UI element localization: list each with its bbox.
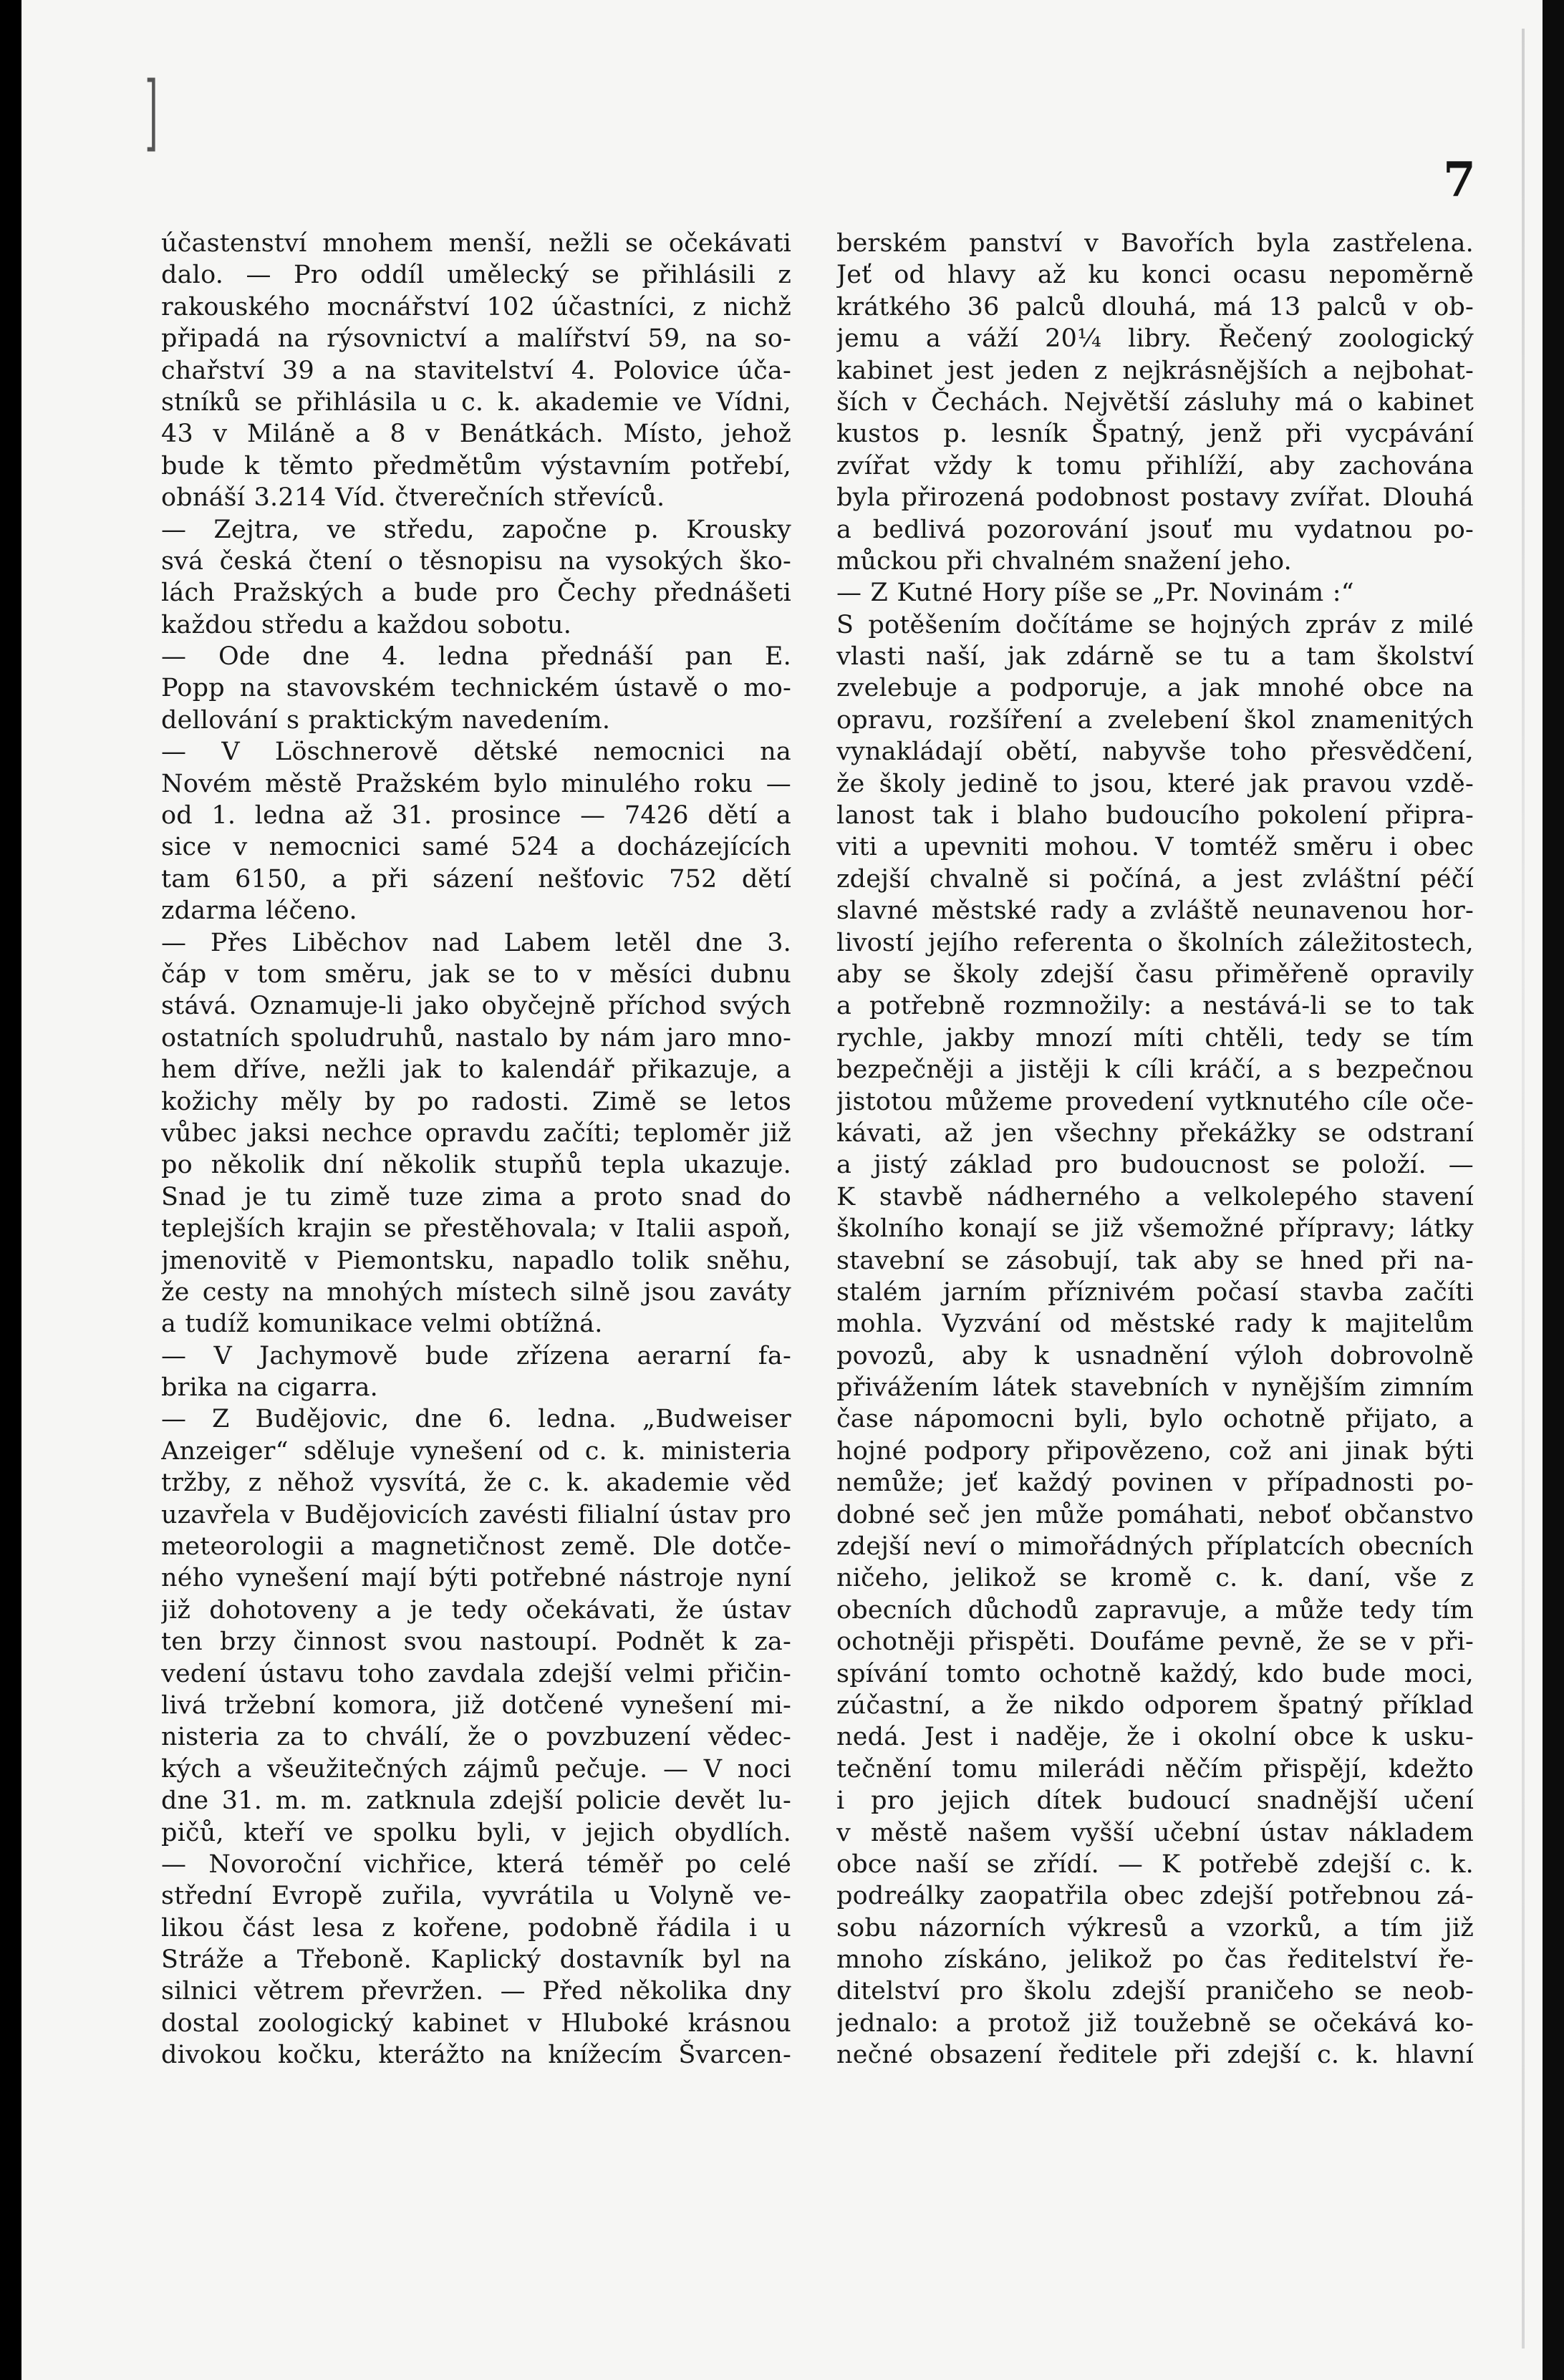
text-line: Novém městě Pražském bylo minulého roku —: [161, 769, 791, 798]
text-line: stává. Oznamuje-li jako obyčejně příchod svých: [161, 992, 791, 1021]
text-line: tam 6150, a při sázení nešťovic 752 dětí: [161, 864, 791, 894]
text-line: čáp v tom směru, jak se to v měsíci dubnu: [161, 959, 791, 989]
text-line: rakouského mocnářství 102 účastníci, z nichž: [161, 292, 791, 321]
text-line: Anzeiger“ sděluje vynešení od c. k. ministeria: [161, 1436, 791, 1466]
text-line: hojné podpory připovězeno, což ani jinak býti: [836, 1436, 1474, 1466]
text-line: po několik dní několik stupňů tepla ukazuje.: [161, 1151, 791, 1180]
text-line: — Novoroční vichřice, která téměř po celé: [161, 1849, 791, 1879]
text-line: nečné obsazení ředitele při zdejší c. k. hlavní: [836, 2041, 1474, 2070]
text-line: K stavbě nádherného a velkolepého stavení: [836, 1182, 1474, 1211]
text-line: divokou kočku, kterážto na knížecím Švarcen-: [161, 2041, 791, 2070]
text-line: S potěšením dočítáme se hojných zpráv z milé: [836, 610, 1474, 639]
text-line: a tudíž komunikace velmi obtížná.: [161, 1310, 603, 1339]
text-line: vedení ústavu toho zavdala zdejší velmi přičin-: [161, 1659, 791, 1688]
text-line: kožichy měly by po radosti. Zimě se letos: [161, 1087, 791, 1116]
text-line: kávati, až jen všechny překážky se odstraní: [836, 1118, 1474, 1148]
text-line: kustos p. lesník Špatný, jenž při vycpávání: [836, 420, 1474, 449]
text-line: nemůže; jeť každý povinen v případnosti po-: [836, 1469, 1474, 1498]
text-line: Stráže a Třeboně. Kaplický dostavník byl na: [161, 1945, 791, 1975]
text-line: zúčastní, a že nikdo odporem špatný příklad: [836, 1690, 1474, 1720]
margin-bracket-mark: ]: [145, 64, 158, 162]
text-line: chařství 39 a na stavitelství 4. Polovice úča-: [161, 356, 791, 385]
text-line: byla přirozená podobnost postavy zvířat. Dlouhá: [836, 483, 1474, 513]
text-line: sice v nemocnici samé 524 a docházejících: [161, 833, 791, 862]
text-line: ditelství pro školu zdejší praničeho se neob-: [836, 1977, 1474, 2006]
text-line: zvířat vždy k tomu přihlíží, aby zachována: [836, 451, 1474, 480]
text-line: obnáší 3.214 Víd. čtverečních střevíců.: [161, 483, 665, 513]
text-line: stalém jarním příznivém počasí stavba začíti: [836, 1277, 1474, 1307]
text-line: přivážením látek stavebních v nynějším zimním: [836, 1373, 1474, 1403]
text-line: kabinet jest jeden z nejkrásnějších a nejbohat-: [836, 356, 1474, 385]
text-line: zdejší neví o mimořádných příplatcích obecních: [836, 1532, 1474, 1562]
text-line: tečnění tomu milerádi něčím přispějí, kdežto: [836, 1754, 1474, 1784]
text-line: — Přes Liběchov nad Labem letěl dne 3.: [161, 928, 791, 957]
text-line: teplejších krajin se přestěhovala; v Italii aspoň,: [161, 1214, 791, 1244]
text-line: že školy jedině to jsou, které jak pravou vzdě-: [836, 769, 1474, 798]
text-line: zvelebuje a podporuje, a jak mnohé obce na: [836, 674, 1474, 703]
text-line: — Z Kutné Hory píše se „Pr. Novinám :“: [836, 579, 1354, 608]
text-line: dellování s praktickým navedením.: [161, 705, 611, 735]
text-line: a potřebně rozmnožily: a nestává-li se to tak: [836, 992, 1474, 1021]
text-line: ochotněji přispěti. Doufáme pevně, že se v při-: [836, 1627, 1474, 1657]
text-line: nisteria za to chválí, že o povzbuzení vědec-: [161, 1723, 791, 1752]
text-line: brika na cigarra.: [161, 1373, 378, 1403]
text-line: dalo. — Pro oddíl umělecký se přihlásili z: [161, 261, 791, 290]
scanned-page: [21, 0, 1543, 2380]
text-line: tržby, z něhož vysvítá, že c. k. akademie věd: [161, 1469, 791, 1498]
text-line: livá tržební komora, již dotčené vynešení mi-: [161, 1690, 791, 1720]
text-line: Popp na stavovském technickém ústavě o mo-: [161, 674, 791, 703]
page-fold-shadow: [1522, 29, 1525, 2348]
text-line: že cesty na mnohých místech silně jsou zaváty: [161, 1277, 791, 1307]
text-line: viti a upevniti mohou. V tomtéž směru i obec: [836, 833, 1474, 862]
text-line: pičů, kteří ve spolku byli, v jejich obydlích.: [161, 1818, 791, 1847]
text-line: nedá. Jest i naděje, že i okolní obce k usku-: [836, 1723, 1474, 1752]
text-line: stavební se zásobují, tak aby se hned při na-: [836, 1246, 1474, 1275]
text-line: Jeť od hlavy až ku konci ocasu nepoměrně: [836, 261, 1474, 290]
text-line: obce naší se zřídí. — K potřebě zdejší c. k.: [836, 1849, 1474, 1879]
text-line: podreálky zaopatřila obec zdejší potřebnou zá-: [836, 1882, 1474, 1911]
text-line: již dohotoveny a je tedy očekávati, že ústav: [161, 1595, 791, 1625]
right-text-column: [836, 228, 1474, 2071]
text-line: čase nápomocni byli, bylo ochotně přijato, a: [836, 1405, 1474, 1434]
text-line: ších v Čechách. Největší zásluhy má o kabinet: [836, 387, 1474, 417]
text-line: můckou při chvalném snažení jeho.: [836, 546, 1292, 576]
text-line: silnici větrem převržen. — Před několika dny: [161, 1977, 791, 2006]
scan-right-border: [1543, 0, 1564, 2380]
text-line: mnoho získáno, jelikož po čas ředitelství ře-: [836, 1945, 1474, 1975]
text-line: slavné městské rady a zvláště neunavenou hor-: [836, 896, 1474, 926]
text-line: — Ode dne 4. ledna přednáší pan E.: [161, 642, 791, 672]
text-line: zdejší chvalně si počíná, a jest zvláštní péčí: [836, 864, 1474, 894]
text-line: školního konají se již všemožné přípravy; látky: [836, 1214, 1474, 1244]
text-line: hem dříve, nežli jak to kalendář přikazuje, a: [161, 1055, 791, 1085]
text-line: zdarma léčeno.: [161, 896, 357, 926]
text-line: likou část lesa z kořene, podobně řádila i u: [161, 1913, 791, 1943]
text-line: meteorologii a magnetičnost země. Dle dotče-: [161, 1532, 791, 1562]
text-line: dobné seč jen může pomáhati, neboť občanstvo: [836, 1500, 1474, 1529]
text-line: Snad je tu zimě tuze zima a proto snad do: [161, 1182, 791, 1211]
text-line: jemu a váží 20¼ libry. Řečený zoologický: [836, 324, 1474, 354]
text-line: rychle, jakby mnozí míti chtěli, tedy se tím: [836, 1023, 1474, 1053]
text-line: v městě našem vyšší učební ústav nákladem: [836, 1818, 1474, 1847]
text-line: jmenovitě v Piemontsku, napadlo tolik sněhu,: [161, 1246, 791, 1275]
text-line: lanost tak i blaho budoucího pokolení připra-: [836, 801, 1474, 831]
text-line: — Zejtra, ve středu, započne p. Krousky: [161, 515, 791, 544]
text-line: připadá na rýsovnictví a malířství 59, na so-: [161, 324, 791, 354]
text-line: povozů, aby k usnadnění výloh dobrovolně: [836, 1341, 1474, 1370]
text-line: a bedlivá pozorování jsouť mu vydatnou po-: [836, 515, 1474, 544]
text-line: spívání tomto ochotně každý, kdo bude moci,: [836, 1659, 1474, 1688]
left-text-column: [161, 228, 791, 2071]
text-line: od 1. ledna až 31. prosince — 7426 dětí a: [161, 801, 791, 831]
text-line: jistotou můžeme provedení vytknutého cíle oče-: [836, 1087, 1474, 1116]
text-line: livostí jejího referenta o školních záležitostech,: [836, 928, 1474, 957]
text-line: ničeho, jelikož se kromě c. k. daní, vše z: [836, 1564, 1474, 1593]
text-line: uzavřela v Budějovicích zavésti filialní ústav pro: [161, 1500, 791, 1529]
text-line: aby se školy zdejší času přiměřeně opravily: [836, 959, 1474, 989]
text-line: vlasti naší, jak zdárně se tu a tam školství: [836, 642, 1474, 672]
text-line: ného vynešení mají býti potřebné nástroje nyní: [161, 1564, 791, 1593]
text-line: opravu, rozšíření a zvelebení škol znamenitých: [836, 705, 1474, 735]
text-line: stníků se přihlásila u c. k. akademie ve Vídni,: [161, 387, 791, 417]
text-line: každou středu a každou sobotu.: [161, 610, 572, 639]
text-line: berském panství v Bavořích byla zastřelena.: [836, 229, 1474, 258]
text-line: svá česká čtení o těsnopisu na vysokých ško-: [161, 546, 791, 576]
text-line: střední Evropě zuřila, vyvrátila u Volyně ve-: [161, 1882, 791, 1911]
text-line: bude k těmto předmětům výstavním potřebí,: [161, 451, 791, 480]
text-line: sobu názorních výkresů a vzorků, a tím již: [836, 1913, 1474, 1943]
text-line: obecních důchodů zapravuje, a může tedy tím: [836, 1595, 1474, 1625]
text-line: kých a všeužitečných zájmů pečuje. — V noci: [161, 1754, 791, 1784]
text-line: ten brzy činnost svou nastoupí. Podnět k za-: [161, 1627, 791, 1657]
text-line: dne 31. m. m. zatknula zdejší policie devět lu-: [161, 1786, 791, 1816]
text-line: krátkého 36 palců dlouhá, má 13 palců v ob-: [836, 292, 1474, 321]
text-line: i pro jejich dítek budoucí snadnější učení: [836, 1786, 1474, 1816]
text-line: — Z Budějovic, dne 6. ledna. „Budweiser: [161, 1405, 791, 1434]
text-line: — V Jachymově bude zřízena aerarní fa-: [161, 1341, 791, 1370]
text-line: jednalo: a protož již toužebně se očekává ko-: [836, 2008, 1474, 2038]
text-line: bezpečněji a jistěji k cíli kráčí, a s bezpečnou: [836, 1055, 1474, 1085]
text-line: 43 v Miláně a 8 v Benátkách. Místo, jehož: [161, 420, 791, 449]
text-line: a jistý základ pro budoucnost se položí. —: [836, 1151, 1474, 1180]
text-line: vynakládají obětí, nabyvše toho přesvědčení,: [836, 737, 1474, 767]
text-line: vůbec jaksi nechce opravdu začíti; teploměr již: [161, 1118, 791, 1148]
text-line: dostal zoologický kabinet v Hluboké krásnou: [161, 2008, 791, 2038]
text-line: účastenství mnohem menší, nežli se očekávati: [161, 229, 791, 258]
text-line: ostatních spoludruhů, nastalo by nám jaro mno-: [161, 1023, 791, 1053]
page-number: 7: [1443, 152, 1476, 208]
text-line: mohla. Vyzvání od městské rady k majitelům: [836, 1310, 1474, 1339]
text-line: — V Löschnerově dětské nemocnici na: [161, 737, 791, 767]
text-line: lách Pražských a bude pro Čechy přednášeti: [161, 579, 791, 608]
